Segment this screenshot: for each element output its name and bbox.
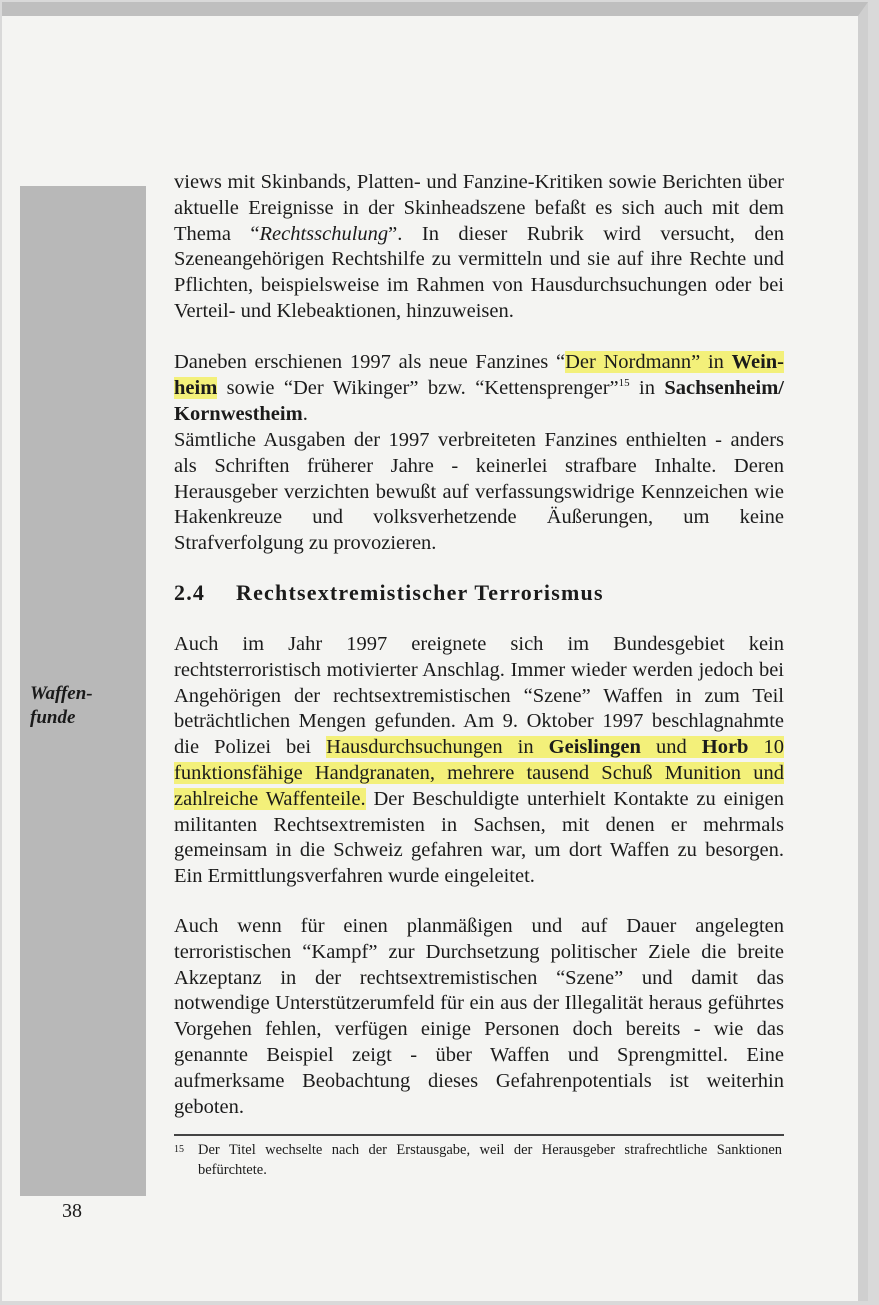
footnote-divider [174, 1134, 784, 1136]
paragraph-text: Der Beschuldigte unterhielt Kontakte zu einigen militanten Rechtsextremisten in Sachsen, mit denen er mehrmals gemeinsam in die Schweiz gefahren war, um dort Waffen zu besorgen. Ein Ermittlungsverfahren wurde eingeleitet. [174, 787, 784, 888]
section-heading [174, 580, 784, 606]
italic-term: Rechtsschulung [259, 222, 389, 245]
highlighted-text: 10 funktionsfähige Handgranaten, mehrere tausend Schuß Munition und zahlreiche Waffenteile. [174, 736, 785, 810]
margin-note: Waffen- funde [30, 683, 93, 728]
highlighted-text: und [640, 736, 702, 759]
paragraph-text: ”. In dieser Rubrik wird versucht, den Szeneangehörigen Rechtshilfe zu vermitteln und sie auf ihre Rechte und Pflichten, beispielsweise im Rahmen von Hausdurchsuchungen oder bei Verteil- und Klebeaktionen, hinzuweisen. [174, 222, 784, 322]
paragraph-text: Auch im Jahr 1997 ereignete sich im Bundesgebiet kein rechtsterroristisch motivierter Anschlag. Immer wieder werden jedoch bei Angehörigen der rechtsextremistischen “Szene” Waffen in zum Teil beträchtlichen Mengen gefunden. Am 9. Oktober 1997 beschlagnahmte die Polizei bei [174, 633, 784, 759]
paragraph-text: Auch wenn für einen planmäßigen und auf Dauer angelegten terroristischen “Kampf” zur Durchsetzung politischer Ziele die breite Akzeptanz in der rechtsextremistischen “Szene” und damit das notwendige Unterstützerumfeld für ein aus der Illegalität heraus geführtes Vorgehen fehlen, verfügen einige Personen doch bereits - wie das genannte Beispiel zeigt - über Waffen und Sprengmittel. Eine aufmerksame Beobachtung dieses Gefahrenpotentials ist weiterhin geboten. [174, 915, 784, 1118]
footnote-reference: 15 [618, 376, 630, 389]
highlighted-place-name: Horb [701, 736, 749, 759]
paragraph-text: . [302, 402, 308, 425]
paragraph-terrorism-assessment [174, 914, 784, 1120]
footnote-text: Der Titel wechselte nach der Erstausgabe, weil der Herausgeber strafrechtliche Sanktionen befürchtete. [198, 1142, 782, 1178]
paragraph-text: Sämtliche Ausgaben der 1997 verbreiteten Fanzines enthielten - anders als Schriften früherer Jahre - keinerlei strafbare Inhalte. Deren Herausgeber verzichten bewußt auf verfassungswidrige Kennzeichen wie Hakenkreuze und volksverhetzende Äußerungen, um keine Strafverfolgung zu provozieren. [174, 429, 784, 555]
highlighted-place-name: Geislingen [548, 736, 641, 759]
footnote [174, 1140, 784, 1180]
paragraph-text: views mit Skinbands, Platten- und Fanzine-Kritiken sowie Berichten über aktuelle Ereignisse in der Skinheadszene befaßt es sich auch mit dem Thema “ [174, 171, 784, 245]
page-number: 38 [62, 1200, 82, 1222]
paragraph-fanzines [174, 350, 784, 427]
paragraph-text: sowie “Der Wikinger” bzw. “Kettensprenger” [217, 376, 619, 399]
section-number: 2.4 [174, 580, 206, 605]
highlighted-place-name: Wein-heim [174, 351, 785, 399]
footnote-number: 15 [174, 1144, 184, 1155]
place-name: Sachsenheim/ Kornwestheim [174, 376, 784, 425]
highlighted-text: Der Nordmann” in [565, 351, 732, 373]
paragraph-weapons-finds [174, 632, 784, 890]
paragraph-text: in [629, 376, 665, 399]
paragraph-intro-continuation [174, 170, 784, 325]
section-title: Rechtsextremistischer Terrorismus [236, 580, 604, 605]
paragraph-text: Daneben erschienen 1997 als neue Fanzines “ [174, 351, 566, 373]
highlighted-text: Hausdurchsuchungen in [326, 736, 549, 759]
paragraph-fanzine-contents [174, 428, 784, 557]
